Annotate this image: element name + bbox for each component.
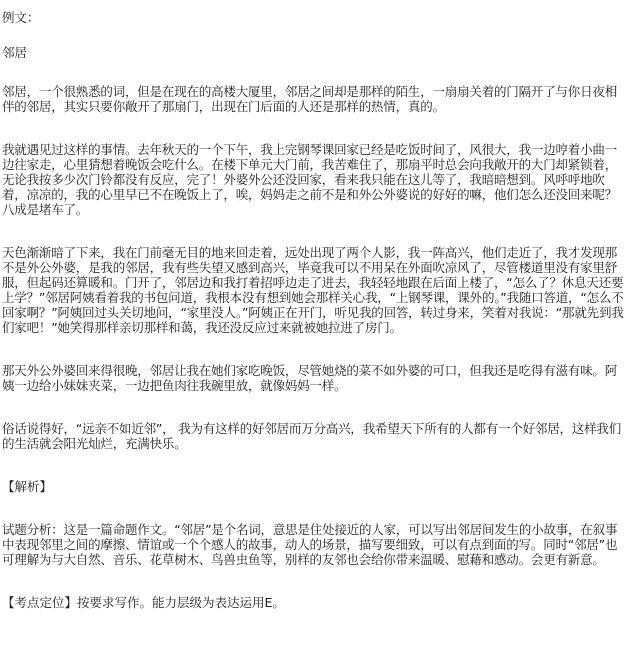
essay-paragraph-1: 邻居，一个很熟悉的词，但是在现在的高楼大厦里，邻居之间却是那样的陌生，一扇扇关着的门隔开了与你日夜相伴的邻居，其实只要你敞开了那扇门，出现在门后面的人还是那样的热情，真的。 xyxy=(2,84,618,114)
analysis-label: 【解析】 xyxy=(2,479,53,494)
point-label: 【考点定位】 xyxy=(2,595,78,610)
point-text: 按要求写作。能力层级为表达运用E。 xyxy=(77,595,285,610)
point-line xyxy=(2,595,628,610)
analysis-text: 试题分析：这是一篇命题作文。“邻居”是个名词，意思是住处接近的人家，可以写出邻居间发生的小故事，在叙事中表现邻里之间的摩擦、情谊或一个个感人的故事，动人的场景，描写要细致，可以有点到面的写。同时“邻居”也可理解为与大自然、音乐、花草树木、鸟兽虫鱼等，别样的友邻也会给你带来温暖、慰藉和感动。会更有新意。 xyxy=(2,522,618,567)
essay-paragraph-4: 那天外公外婆回来得很晚，邻居让我在她们家吃晚饭，尽管她烧的菜不如外婆的可口，但我还是吃得有滋有味。阿姨一边给小妹妹夹菜，一边把鱼肉往我碗里放，就像妈妈一样。 xyxy=(2,363,618,393)
essay-paragraph-2: 我就遇见过这样的事情。去年秋天的一个下午，我上完钢琴课回家已经是吃饭时间了，风很大，我一边哼着小曲一边往家走，心里猜想着晚饭会吃什么。在楼下单元大门前，我苦难住了，那扇平时总会向我敞开的大门却紧锁着，无论我按多少次门铃都没有反应，完了！外婆外公还没回家，看来我只能在这儿等了，我暗暗想到。风呼呼地吹着，凉凉的，我的心里早已不在晚饭上了，唉，妈妈走之前不是和外公外婆说的好好的嘛，他们怎么还没回来呢？八成是堵车了。 xyxy=(2,142,618,217)
essay-paragraph-3: 天色渐渐暗了下来，我在门前毫无目的地来回走着，远处出现了两个人影，我一阵高兴，他们走近了，我才发现那不是外公外婆，是我的邻居，我有些失望又感到高兴，毕竟我可以不用呆在外面吹凉风了，尽管楼道里没有家里舒服，但起码还算暖和。门开了，邻居边和我打着招呼边走了进去，我轻轻地跟在后面上楼了，“怎么了？休息天还要上学？”邻居阿姨看着我的书包问道，我根本没有想到她会那样关心我，“上钢琴课，课外的。”我随口答道，“怎么不回家啊？”阿姨回过头关切地问，“家里没人。”阿姨正在开门，听见我的回答，转过身来，笑着对我说：“那就先到我们家吧！”她笑得那样亲切那样和蔼，我还没反应过来就被她拉进了房门。 xyxy=(2,245,624,335)
essay-title: 邻居 xyxy=(2,45,28,60)
example-label: 例文： xyxy=(2,10,40,25)
essay-paragraph-5: 俗话说得好，“远亲不如近邻”， 我为有这样的好邻居而万分高兴，我希望天下所有的人都有一个好邻居，这样我们的生活就会阳光灿烂，充满快乐。 xyxy=(2,421,622,451)
